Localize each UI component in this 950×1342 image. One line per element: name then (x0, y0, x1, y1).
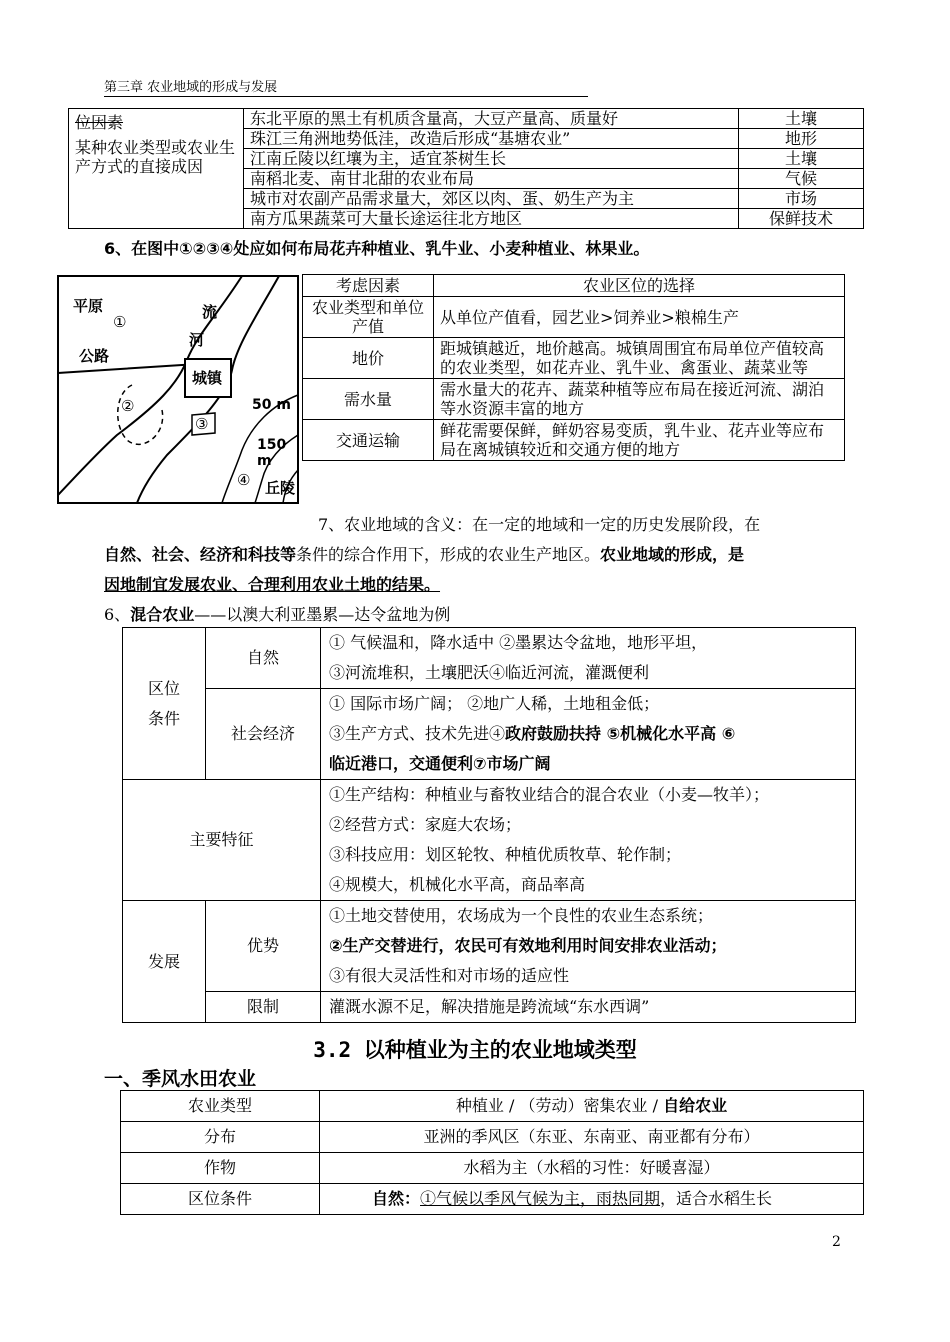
table-cell: 距城镇越近，地价越高。城镇周围宜布局单位产值较高的农业类型，如花卉业、乳牛业、禽蛋业、蔬菜业等 (434, 338, 845, 379)
paragraph-6-prefix: 6、 (104, 605, 131, 624)
table-cell: 保鲜技术 (739, 209, 864, 229)
table-cell: 东北平原的黑土有机质含量高，大豆产量高、质量好 (244, 109, 739, 129)
map-label-river-2: 河 (189, 331, 205, 349)
map-label-4: ④ (237, 471, 251, 489)
table-cell (321, 628, 856, 689)
paragraph-7-mid: 条件的综合作用下，形成的农业生产地区。 (296, 545, 601, 564)
location-label: 区位条件 (147, 678, 180, 728)
feature-item: ①生产结构：种植业与畜牧业结合的混合农业（小麦—牧羊）； (329, 785, 770, 804)
table-cell: 分布 (121, 1122, 320, 1153)
social-line-2a: ③生产方式、技术先进④ (329, 724, 506, 743)
question-6: 6、在图中①②③④处应如何布局花卉种植业、乳牛业、小麦种植业、林果业。 (104, 239, 650, 258)
natural-line-1: ① 气候温和，降水适中 ②墨累达令盆地，地形平坦， (329, 633, 708, 652)
page-header: 第三章 农业地域的形成与发展 (104, 76, 588, 97)
cell-underline: ①气候以季风气候为主，雨热同期 (420, 1189, 661, 1208)
table-cell: 农业类型和单位产值 (303, 297, 434, 338)
cell-bold: 自然： (372, 1189, 421, 1208)
map-label-150m: 150 m (257, 437, 287, 469)
table-cell: 江南丘陵以红壤为主，适宜茶树生长 (244, 149, 739, 169)
paragraph-7-line-3: 因地制宜发展农业、合理利用农业土地的结果。 (104, 575, 441, 594)
natural-line-2: ③河流堆积，土壤肥沃④临近河流，灌溉便利 (329, 663, 650, 682)
map-label-river-1: 流 (202, 303, 218, 321)
table-cell (321, 780, 856, 901)
table-row (121, 1153, 864, 1184)
table-cell: 限制 (206, 992, 321, 1023)
map-label-hill: 丘陵 (265, 479, 296, 497)
table-cell: 土壤 (739, 109, 864, 129)
table-cell: 珠江三角洲地势低洼，改造后形成“基塘农业” (244, 129, 739, 149)
table-row (121, 1122, 864, 1153)
map-label-2: ② (121, 397, 135, 415)
table-row (123, 901, 856, 992)
table-row (303, 420, 845, 461)
table-row (123, 992, 856, 1023)
table-cell: 需水量 (303, 379, 434, 420)
table-header-cell: 农业区位的选择 (434, 275, 845, 297)
advantage-line-3: ③有很大灵活性和对市场的适应性 (329, 966, 570, 985)
table-cell: 鲜花需要保鲜，鲜奶容易变质，乳牛业、花卉业等应布局在离城镇较近和交通方便的地方 (434, 420, 845, 461)
table-cell-location (123, 628, 206, 780)
subsection-title: 一、季风水田农业 (104, 1068, 257, 1090)
table-row (121, 1091, 864, 1122)
map-label-1: ① (113, 313, 127, 331)
paragraph-7-bold-1: 自然、社会、经济和科技等 (104, 545, 297, 564)
table-cell: 南方瓜果蔬菜可大量长途运往北方地区 (244, 209, 739, 229)
map-label-50m: 50 m (252, 397, 291, 413)
table-cell: 地价 (303, 338, 434, 379)
table-header-cell: 考虑因素 (303, 275, 434, 297)
cell-bold: 自给农业 (663, 1096, 728, 1115)
table-row (123, 780, 856, 901)
table-cell: 自然 (206, 628, 321, 689)
table-row (121, 1184, 864, 1215)
table-header-row (303, 275, 845, 297)
map-label-plain: 平原 (73, 297, 104, 315)
paragraph-7-bold-2: 农业地域的形成，是 (600, 545, 745, 564)
table-cell: 地形 (739, 129, 864, 149)
table-cell: 亚洲的季风区（东亚、东南亚、南亚都有分布） (320, 1122, 864, 1153)
map-label-3: ③ (195, 415, 209, 433)
table-row (303, 379, 845, 420)
page-number: 2 (832, 1234, 841, 1250)
table-cell: 市场 (739, 189, 864, 209)
factor-table (68, 108, 864, 229)
paragraph-6-rest: ——以澳大利亚墨累—达令盆地为例 (194, 605, 451, 624)
table-cell: 气候 (739, 169, 864, 189)
table-cell: 区位条件 (121, 1184, 320, 1215)
feature-item: ④规模大，机械化水平高，商品率高 (329, 875, 586, 894)
table-cell: 主要特征 (123, 780, 321, 901)
table-cell: 交通运输 (303, 420, 434, 461)
social-line-3: 临近港口，交通便利⑦市场广阔 (329, 754, 551, 773)
paragraph-7-line-1: 7、农业地域的含义：在一定的地域和一定的历史发展阶段，在 (318, 515, 761, 534)
table-row (123, 689, 856, 780)
table-cell: 灌溉水源不足，解决措施是跨流域“东水西调” (321, 992, 856, 1023)
label-top: 位因素 (75, 113, 124, 132)
table-cell: 农业类型 (121, 1091, 320, 1122)
section-title: 3.2 以种植业为主的农业地域类型 (313, 1038, 637, 1062)
table-cell (321, 901, 856, 992)
table-cell: 需水量大的花卉、蔬菜种植等应布局在接近河流、湖泊等水资源丰富的地方 (434, 379, 845, 420)
feature-item: ③科技应用：划区轮牧、种植优质牧草、轮作制； (329, 845, 682, 864)
monsoon-paddy-table (120, 1090, 864, 1215)
advantage-line-1: ①土地交替使用，农场成为一个良性的农业生态系统； (329, 906, 714, 925)
location-choice-table (302, 274, 845, 461)
paragraph-6 (104, 602, 450, 625)
table-cell: 社会经济 (206, 689, 321, 780)
table-cell (320, 1184, 864, 1215)
table-cell (320, 1091, 864, 1122)
social-line-2b: 政府鼓励扶持 ⑤机械化水平高 ⑥ (505, 724, 736, 743)
table-cell: 水稻为主（水稻的习性：好暖喜湿） (320, 1153, 864, 1184)
table-cell: 土壤 (739, 149, 864, 169)
paragraph-6-bold: 混合农业 (130, 605, 195, 624)
mixed-farming-table (122, 627, 856, 1023)
table-row (303, 297, 845, 338)
advantage-line-2: ②生产交替进行，农民可有效地利用时间安排农业活动； (329, 936, 727, 955)
cell-text: ，适合水稻生长 (660, 1189, 773, 1208)
map-label-road: 公路 (79, 347, 110, 365)
table-cell: 作物 (121, 1153, 320, 1184)
paragraph-7-line-2 (104, 542, 849, 565)
table-row (69, 109, 864, 129)
cell-text: 种植业 / （劳动）密集农业 / (455, 1096, 664, 1115)
table-cell: 从单位产值看，园艺业>饲养业>粮棉生产 (434, 297, 845, 338)
feature-item: ②经营方式：家庭大农场； (329, 815, 522, 834)
table-cell: 南稻北麦、南甘北甜的农业布局 (244, 169, 739, 189)
table-cell: 优势 (206, 901, 321, 992)
label-main: 某种农业类型或农业生产方式的直接成因 (75, 138, 236, 176)
table-cell: 城市对农副产品需求量大，郊区以肉、蛋、奶生产为主 (244, 189, 739, 209)
factor-label-cell (69, 109, 244, 229)
table-cell (321, 689, 856, 780)
table-cell: 发展 (123, 901, 206, 1023)
social-line-2 (329, 719, 847, 749)
layout-map (57, 275, 299, 504)
map-label-town: 城镇 (192, 369, 223, 387)
table-row (303, 338, 845, 379)
social-line-1: ① 国际市场广阔； ②地广人稀，土地租金低； (329, 694, 660, 713)
table-row (123, 628, 856, 689)
